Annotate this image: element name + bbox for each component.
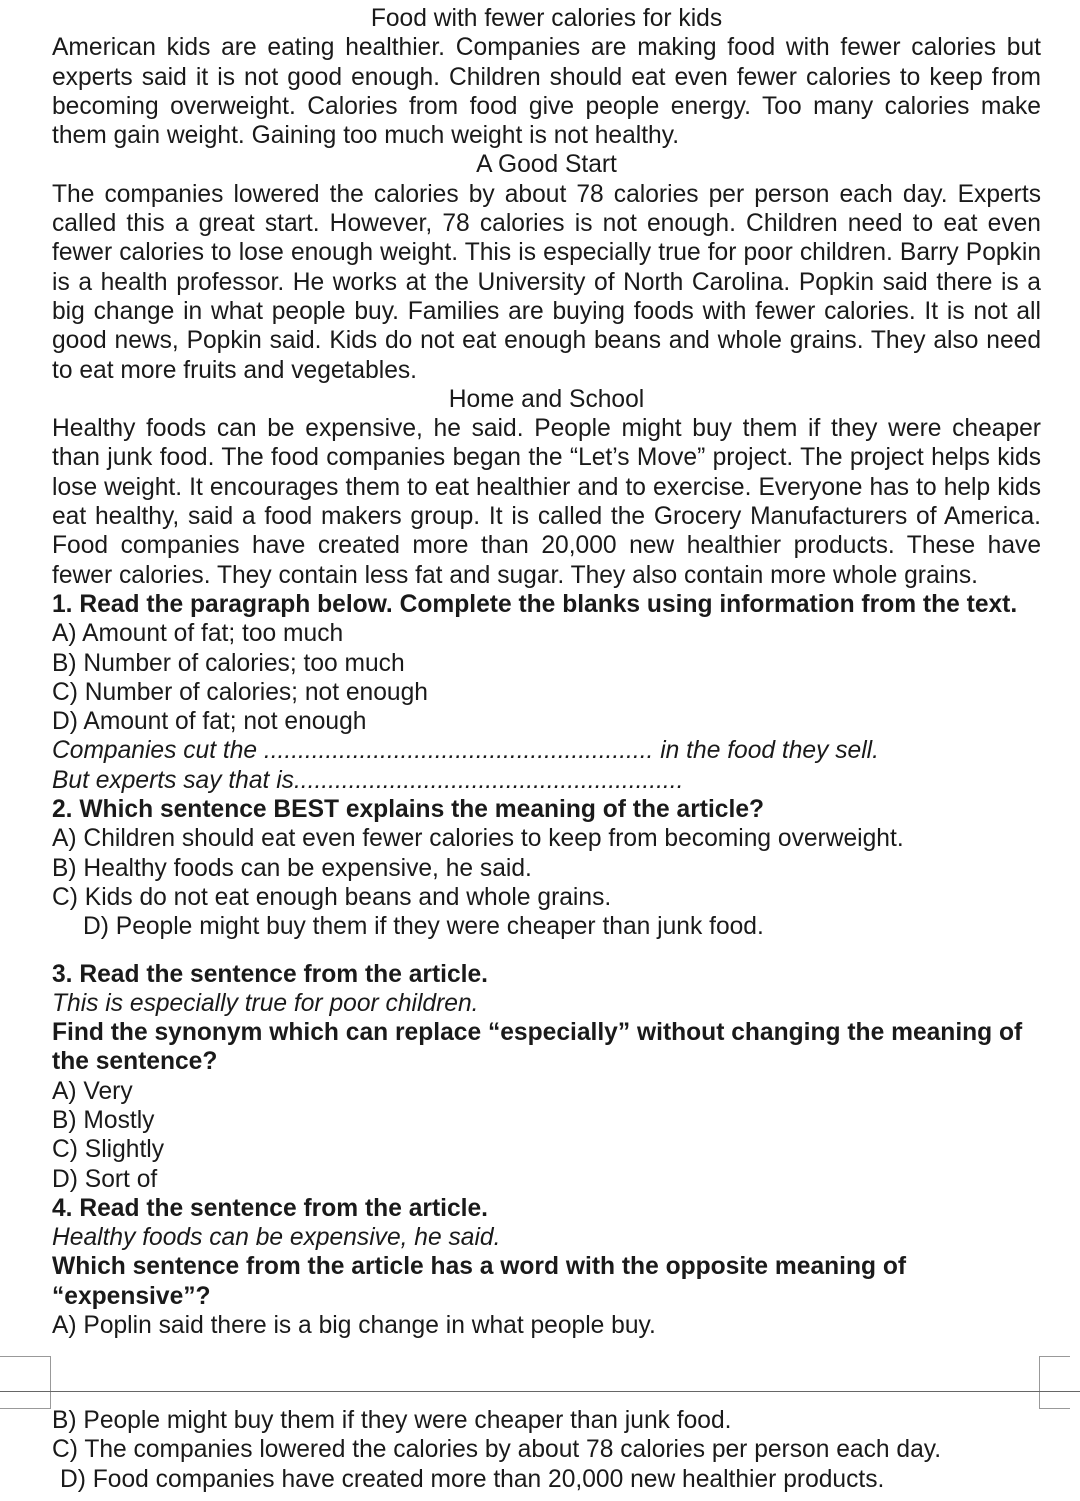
q1-option-b: B) Number of calories; too much	[52, 649, 405, 677]
q3-quote: This is especially true for poor children.	[52, 989, 479, 1017]
question-2: 2. Which sentence BEST explains the meaning of the article?	[52, 796, 765, 824]
document-page	[52, 4, 1041, 1340]
page-corner-mark-bottom-right	[1039, 1398, 1070, 1409]
q2-option-b: B) Healthy foods can be expensive, he said.	[52, 854, 532, 882]
q1-blank-sentence-2: But experts say that is.........................................................	[52, 766, 684, 794]
q3-prompt: Find the synonym which can replace “especially” without changing the meaning of the sentence?	[52, 1019, 1023, 1076]
q2-option-a: A) Children should eat even fewer calories to keep from becoming overweight.	[52, 825, 904, 853]
q4-option-b: B) People might buy them if they were cheaper than junk food.	[52, 1407, 732, 1434]
q2-option-d: D) People might buy them if they were cheaper than junk food.	[83, 913, 764, 941]
q1-option-c: C) Number of calories; not enough	[52, 678, 428, 706]
q2-option-c: C) Kids do not eat enough beans and whole grains.	[52, 883, 612, 911]
article-title: Food with fewer calories for kids	[370, 5, 723, 32]
q4-prompt: Which sentence from the article has a word with the opposite meaning of “expensive”?	[52, 1253, 907, 1310]
question-3: 3. Read the sentence from the article.	[52, 960, 488, 988]
q4-option-d: D) Food companies have created more than 20,000 new healthier products.	[60, 1465, 885, 1493]
q1-option-d: D) Amount of fat; not enough	[52, 708, 367, 736]
q3-option-d: D) Sort of	[52, 1165, 158, 1193]
page-corner-mark-bottom-left	[0, 1398, 51, 1409]
q3-option-a: A) Very	[52, 1077, 133, 1105]
q3-option-b: B) Mostly	[52, 1106, 155, 1134]
spacer	[52, 942, 1041, 960]
page-corner-mark-top-right	[1039, 1356, 1070, 1399]
question-4: 4. Read the sentence from the article.	[52, 1194, 488, 1222]
page-corner-mark-top-left	[0, 1356, 51, 1399]
q4-option-c: C) The companies lowered the calories by about 78 calories per person each day.	[52, 1436, 942, 1464]
q1-blank-sentence-1: Companies cut the ......................................................... in the food they sell.	[52, 737, 879, 765]
q1-option-a: A) Amount of fat; too much	[52, 620, 344, 648]
home-school-paragraph: Healthy foods can be expensive, he said. People might buy them if they were cheaper than junk food. The food companies began the “Let’s Move” project. The project helps kids lose weight. It encourages them to eat healthier and to exercise. Everyone has to help kids eat healthy, said a food makers group. It is called the Grocery Manufacturers of America. Food companies have created more than 20,000 new healthier products. These have fewer calories. They contain less fat and sugar. They also contain more whole grains.	[52, 415, 1041, 589]
section-heading-good-start: A Good Start	[476, 151, 617, 179]
good-start-paragraph: The companies lowered the calories by about 78 calories per person each day. Experts called this a great start. However, 78 calories is not enough. Children need to eat even fewer calories to lose enough weight. This is especially true for poor children. Barry Popkin is a health professor. He works at the University of North Carolina. Popkin said there is a big change in what people buy. Families are buying foods with fewer calories. It is not all good news, Popkin said. Kids do not eat enough beans and whole grains. They also need to eat more fruits and vegetables.	[52, 180, 1041, 384]
q4-quote: Healthy foods can be expensive, he said.	[52, 1224, 501, 1252]
intro-paragraph: American kids are eating healthier. Companies are making food with fewer calories but experts said it is not good enough. Children should eat even fewer calories to keep from becoming overweight. Calories from food give people energy. Too many calories make them gain weight. Gaining too much weight is not healthy.	[52, 34, 1041, 150]
q4-option-a: A) Poplin said there is a big change in what people buy.	[52, 1312, 656, 1340]
next-page-content	[52, 1406, 1041, 1494]
question-1: 1. Read the paragraph below. Complete the blanks using information from the text.	[52, 590, 1018, 618]
q3-option-c: C) Slightly	[52, 1136, 165, 1164]
section-heading-home-school: Home and School	[448, 385, 645, 413]
page-break-line	[0, 1391, 1080, 1392]
